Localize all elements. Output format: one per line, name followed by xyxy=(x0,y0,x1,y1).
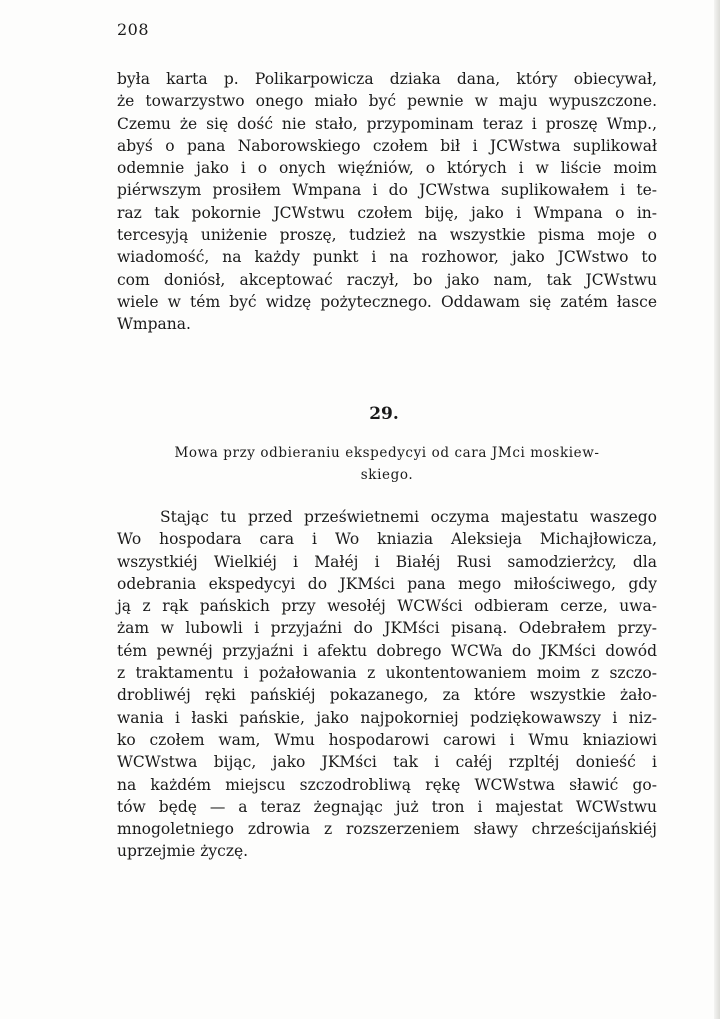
text-line: piérwszym prosiłem Wmpana i do JCWstwa suplikowałem i te- xyxy=(117,181,657,200)
text-line: wania i łaski pańskie, jako najpokorniej podziękowawszy i niz- xyxy=(117,708,657,727)
section-title-line: Mowa przy odbieraniu ekspedycyi od cara JMci moskiew- xyxy=(174,445,600,461)
text-line: Wmpana. xyxy=(117,315,191,334)
text-line: WCWstwa bijąc, jako JKMści tak i całéj rzpltéj donieść i xyxy=(117,753,657,772)
page-edge-shadow xyxy=(714,0,720,1019)
text-line: była karta p. Polikarpowicza dziaka dana, który obiecywał, xyxy=(117,70,657,88)
text-line: odebrania ekspedycyi do JKMści pana mego miłościwego, gdy xyxy=(117,574,657,593)
text-line: tém pewnéj przyjaźni i afektu dobrego WCWa do JKMści dowód xyxy=(117,641,657,660)
text-line: że towarzystwo onego miało być pewnie w maju wypuszczone. xyxy=(117,92,657,111)
text-line: drobliwéj ręki pańskiéj pokazanego, za które wszystkie żało- xyxy=(117,686,657,705)
text-line: wiadomość, na każdy punkt i na rozhowor, jako JCWstwo to xyxy=(117,248,657,267)
section-title-line: skiego. xyxy=(360,467,414,483)
text-line: ją z rąk pańskich przy wesołéj WCWści odbieram cerze, uwa- xyxy=(117,597,657,616)
text-line: ko czołem wam, Wmu hospodarowi carowi i Wmu kniaziowi xyxy=(117,730,657,749)
text-line: odemnie jako i o onych więźniów, o których i w liście moim xyxy=(117,159,657,178)
text-line: mnogoletniego zdrowia z rozszerzeniem sławy chrześcijańskiéj xyxy=(117,820,657,839)
page-number: 208 xyxy=(117,20,150,39)
text-line: uprzejmie życzę. xyxy=(117,842,249,861)
text-line: abyś o pana Naborowskiego czołem bił i JCWstwa suplikował xyxy=(117,136,657,155)
text-line: Czemu że się dość nie stało, przypominam teraz i proszę Wmp., xyxy=(117,114,657,133)
text-line: wszystkiéj Wielkiéj i Małéj i Białéj Rusi samodzierżcy, dla xyxy=(117,552,657,571)
text-line: raz tak pokornie JCWstwu czołem biję, jako i Wmpana o in- xyxy=(117,203,657,222)
text-line: z traktamentu i pożałowania z ukontentowaniem moim z szczo- xyxy=(117,664,657,683)
text-line: Stając tu przed prześwietnemi oczyma majestatu waszego xyxy=(160,508,657,526)
text-line: tercesyją uniżenie proszę, tudzież na wszystkie pisma moje o xyxy=(117,226,657,245)
text-line: wiele w tém być widzę pożytecznego. Oddawam się zatém łasce xyxy=(117,292,657,311)
text-line: tów będę — a teraz żegnając już tron i majestat WCWstwu xyxy=(117,797,657,816)
section-title xyxy=(117,442,657,486)
section-number: 29. xyxy=(369,404,399,424)
text-line: com doniósł, akceptować raczył, bo jako nam, tak JCWstwu xyxy=(117,270,657,289)
text-line: żam w lubowli i przyjaźni do JKMści pisaną. Odebrałem przy- xyxy=(117,619,657,638)
paragraph-speech xyxy=(117,506,657,863)
text-line: na każdém miejscu szczodrobliwą rękę WCWstwa sławić go- xyxy=(117,775,657,794)
paragraph-continuation xyxy=(117,68,657,336)
text-line: Wo hospodara cara i Wo kniazia Aleksieja Michajłowicza, xyxy=(117,530,657,549)
